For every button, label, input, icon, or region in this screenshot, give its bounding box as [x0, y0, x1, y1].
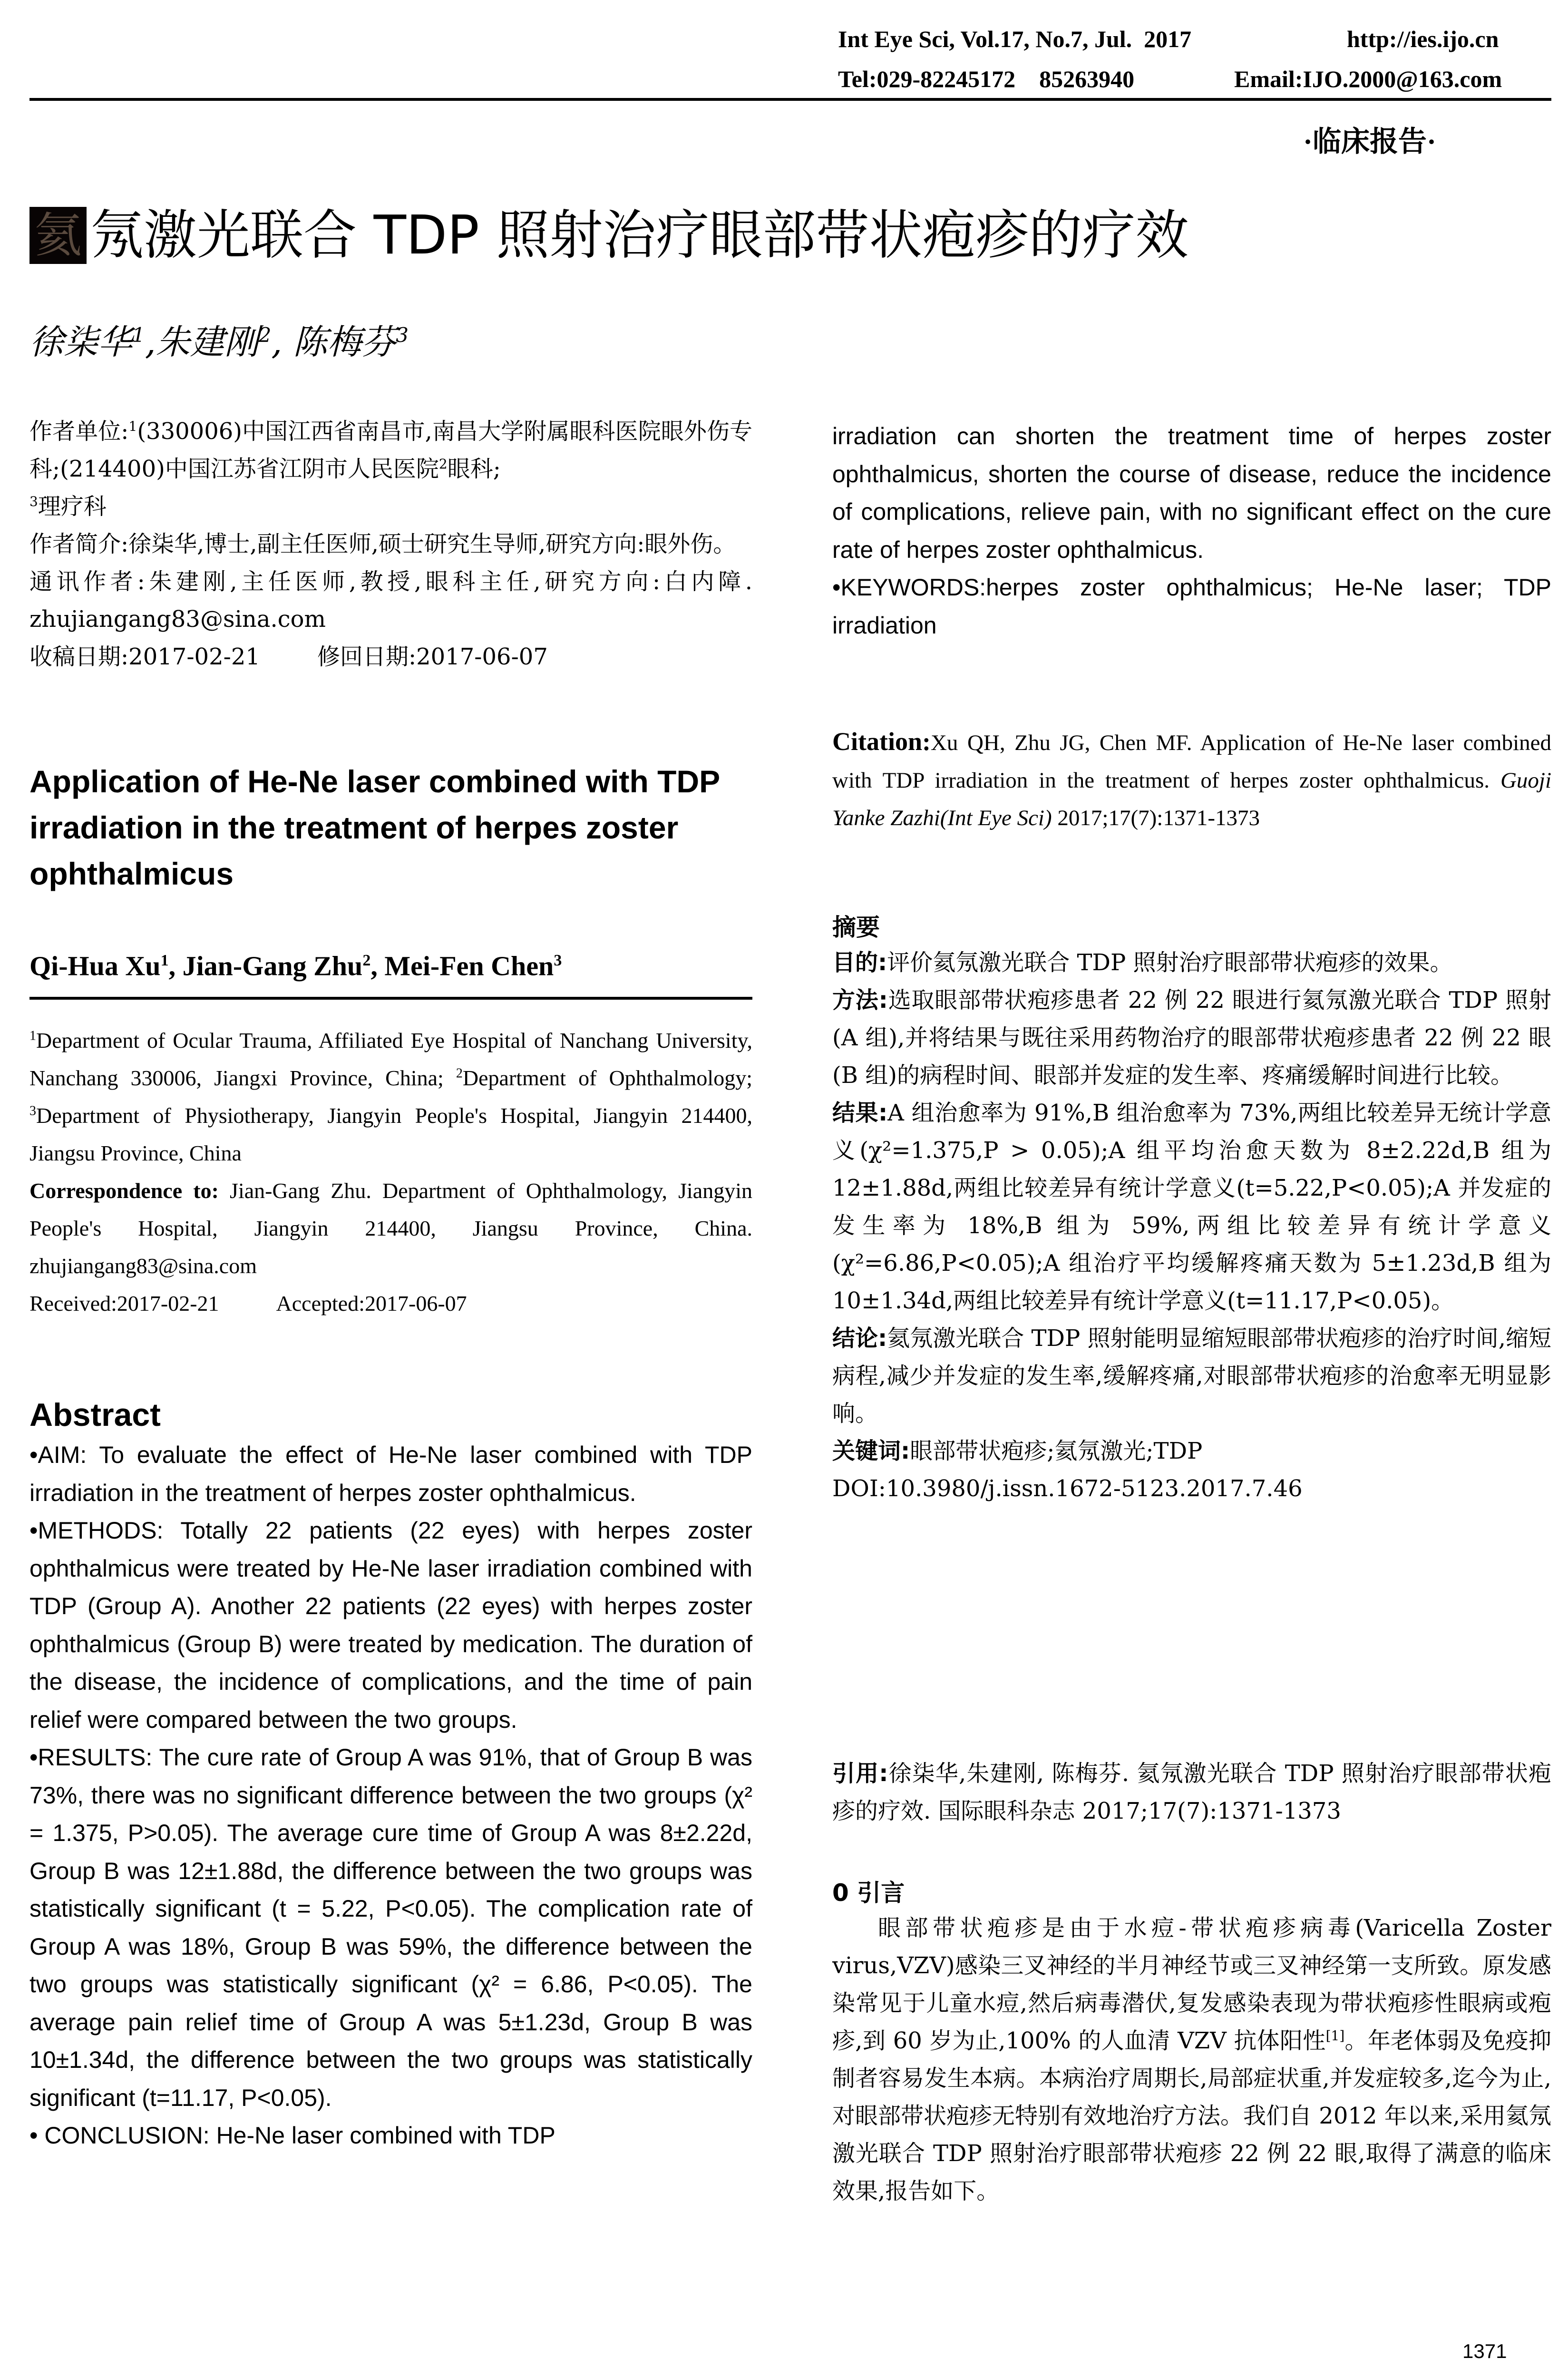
author-unit: 作者单位:$^1$(330006)中国江西省南昌市,南昌大学附属眼科医院眼外伤专科;(214400)中国江苏省江阴市人民医院$^2$眼科; $^3$理疗科: [29, 418, 752, 520]
header-rule: [29, 98, 1551, 101]
author-info-cn: [29, 413, 752, 676]
doi[interactable]: DOI:10.3980/j.issn.1672-5123.2017.7.46: [832, 1475, 1303, 1502]
dates-en: Received:2017-02-21 Accepted:2017-06-07: [29, 1291, 467, 1315]
journal-email[interactable]: Email:IJO.2000@163.com: [1234, 66, 1502, 92]
abstract-cn-results: 结果:A 组治愈率为 91%,B 组治愈率为 73%,两组比较差异无统计学意义(χ²=1.375,P > 0.05);A 组平均治愈天数为 8±2.22d,B 组为 12±1.88d,两组比较差异有统计学意义(t=5.22,P<0.05);A 并发症的发生率为 18%,B 组为 59%,两组比较差异有统计学意义(χ²=6.86,P<0.05);A 组治疗平均缓解疼痛天数为 5±1.23d,B 组为 10±1.34d,两组比较差异有统计学意义(t=11.17,P<0.05)。: [832, 1100, 1551, 1314]
abstract-results: •RESULTS: The cure rate of Group A was 91%, that of Group B was 73%, there was no significant difference between the two groups (χ² = 1.375, P>0.05). The average cure time of Group A was 8±2.22d, Group B was 12±1.88d, the difference between the two groups was statistically significant (t = 5.22, P<0.05). The complication rate of Group A was 18%, Group B was 59%, the difference between the two groups was statistically significant (χ² = 6.86, P<0.05). The average pain relief time of Group A was 5±1.23d, Group B was 10±1.34d, the difference between the two groups was statistically significant (t=11.17, P<0.05).: [29, 1744, 752, 2111]
intro-paragraph: 眼部带状疱疹是由于水痘-带状疱疹病毒(Varicella Zoster virus,VZV)感染三叉神经的半月神经节或三叉神经第一支所致。原发感染常见于儿童水痘,然后病毒潜伏,复发感染表现为带状疱疹性眼病或疱疹,到 60 岁为止,100% 的人血清 VZV 抗体阳性[1]。年老体弱及免疫抑制者容易发生本病。本病治疗周期长,局部症状重,并发症较多,迄今为止,对眼部带状疱疹无特别有效地治疗方法。我们自 2012 年以来,采用氦氖激光联合 TDP 照射治疗眼部带状疱疹 22 例 22 眼,取得了满意的临床效果,报告如下。: [832, 1915, 1551, 2204]
author-name: 朱建刚: [156, 322, 259, 362]
abstract-cn-keywords: 关键词:眼部带状疱疹;氦氖激光;TDP: [832, 1438, 1203, 1464]
authors-rule: [29, 997, 752, 1000]
citation-cn: 引用:徐柒华,朱建刚, 陈梅芬. 氦氖激光联合 TDP 照射治疗眼部带状疱疹的疗效. 国际眼科杂志 2017;17(7):1371-1373: [832, 1760, 1551, 1824]
abstract-conclusion-start: • CONCLUSION: He-Ne laser combined with TDP: [29, 2122, 555, 2149]
journal-info: Int Eye Sci, Vol.17, No.7, Jul. 2017: [838, 26, 1192, 52]
abstract-en: [29, 1436, 752, 2155]
english-authors: Qi-Hua Xu$^1$, Jian-Gang Zhu$^2$, Mei-Fen Chen$^3$: [29, 950, 562, 982]
citation-en: Citation:Xu QH, Zhu JG, Chen MF. Application of He-Ne laser combined with TDP irradiation in the treatment of herpes zoster ophthalmicus. Guoji Yanke Zazhi(Int Eye Sci) 2017;17(7):1371-1373: [832, 727, 1551, 830]
page-title: [29, 205, 1188, 266]
author-sup: 2: [258, 323, 272, 347]
journal-website[interactable]: http://ies.ijo.cn: [1347, 26, 1499, 52]
abstract-aim: •AIM: To evaluate the effect of He-Ne laser combined with TDP irradiation in the treatment of herpes zoster ophthalmicus.: [29, 1442, 752, 1506]
abstract-methods: •METHODS: Totally 22 patients (22 eyes) with herpes zoster ophthalmicus were treated by He-Ne laser irradiation combined with TDP (Group A). Another 22 patients (22 eyes) with herpes zoster ophthalmicus (Group B) were treated by medication. The duration of the disease, the incidence of complications, and the time of pain relief were compared between the two groups.: [29, 1517, 752, 1733]
correspondence-en: Correspondence to: Jian-Gang Zhu. Department of Ophthalmology, Jiangyin People's Hospital, Jiangyin 214400, Jiangsu Province, China. zhujiangang83@sina.com: [29, 1179, 752, 1278]
abstract-cn-heading: 摘要: [832, 914, 880, 941]
intro-body: [832, 1909, 1551, 2210]
page-number: 1371: [1462, 2340, 1507, 2362]
reference-link[interactable]: [1]: [1325, 2028, 1345, 2044]
abstract-conclusion-end: irradiation can shorten the treatment time of herpes zoster ophthalmicus, shorten the course of disease, reduce the incidence of complications, relieve pain, with no significant effect on the cure rate of herpes zoster ophthalmicus.: [832, 423, 1551, 563]
journal-tel: Tel:029-82245172 85263940: [838, 66, 1135, 92]
drop-cap-icon: 氦: [29, 207, 87, 264]
abstract-cn-aim: 目的:评价氦氖激光联合 TDP 照射治疗眼部带状疱疹的效果。: [832, 949, 1453, 976]
affiliation: $^1$Department of Ocular Trauma, Affiliated Eye Hospital of Nanchang University, Nanchang 330006, Jiangxi Province, China; $^2$Department of Ophthalmology; $^3$Department of Physiotherapy, Jiangyin People's Hospital, Jiangyin 214400, Jiangsu Province, China: [29, 1028, 752, 1165]
abstract-keywords: •KEYWORDS:herpes zoster ophthalmicus; He-Ne laser; TDP irradiation: [832, 574, 1551, 639]
author-sup: 3: [396, 323, 409, 347]
section-tag: ·临床报告·: [1303, 126, 1437, 157]
abstract-heading: Abstract: [29, 1397, 161, 1433]
abstract-cn-methods: 方法:选取眼部带状疱疹患者 22 例 22 眼进行氦氖激光联合 TDP 照射(A 组),并将结果与既往采用药物治疗的眼部带状疱疹患者 22 例 22 眼(B 组)的病程时间、眼部并发症的发生率、疼痛缓解时间进行比较。: [832, 987, 1551, 1089]
author-sup: 1: [132, 323, 145, 347]
author-name: 陈梅芬: [293, 322, 396, 362]
abstract-cn: [832, 944, 1551, 1508]
corresponding-author: 通讯作者:朱建刚,主任医师,教授,眼科主任,研究方向:白内障. zhujiangang83@sina.com: [29, 568, 752, 633]
abstract-en-continued: [832, 418, 1551, 644]
title-text: 氖激光联合 TDP 照射治疗眼部带状疱疹的疗效: [90, 205, 1189, 266]
dates-cn: 收稿日期:2017-02-21 修回日期:2017-06-07: [29, 643, 548, 670]
intro-heading: 0 引言: [832, 1879, 905, 1907]
author-bio: 作者简介:徐柒华,博士,副主任医师,硕士研究生导师,研究方向:眼外伤。: [29, 531, 736, 557]
abstract-cn-conclusion: 结论:氦氖激光联合 TDP 照射能明显缩短眼部带状疱疹的治疗时间,缩短病程,减少并发症的发生率,缓解疼痛,对眼部带状疱疹的治愈率无明显影响。: [832, 1325, 1551, 1427]
affiliations-en: [29, 1022, 752, 1322]
english-title: Application of He-Ne laser combined with TDP irradiation in the treatment of herpes zoster ophthalmicus: [29, 764, 720, 891]
authors-cn: 徐柒华$^1$,朱建刚$^2$, 陈梅芬$^3$: [29, 322, 409, 362]
author-name: 徐柒华: [29, 322, 133, 362]
